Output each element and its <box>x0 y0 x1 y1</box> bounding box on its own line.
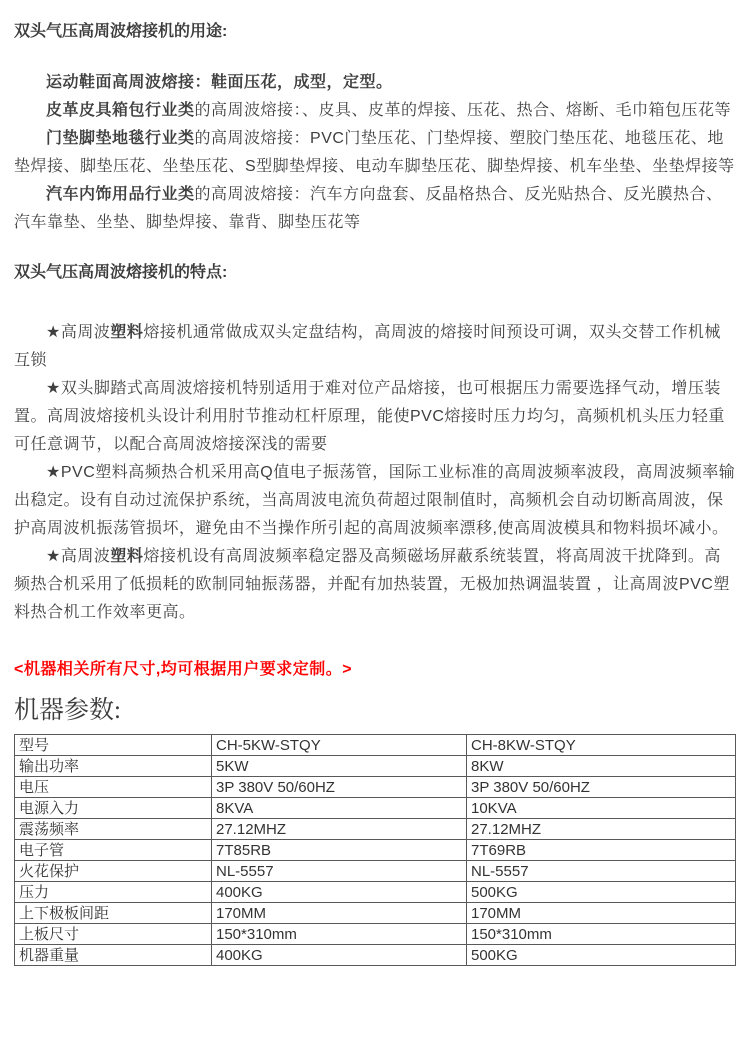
spec-label: 电源入力 <box>15 798 212 819</box>
spec-label: 上板尺寸 <box>15 924 212 945</box>
table-row <box>15 798 736 819</box>
spec-label: 电子管 <box>15 840 212 861</box>
table-row <box>15 861 736 882</box>
spec-value: 400KG <box>212 945 467 966</box>
spec-value: CH-8KW-STQY <box>467 735 736 756</box>
feature-pre: 高周波 <box>60 324 111 341</box>
uses-paragraph-leather <box>14 97 736 125</box>
spec-value: 500KG <box>467 882 736 903</box>
spec-value: 3P 380V 50/60HZ <box>467 777 736 798</box>
spec-value: 170MM <box>467 903 736 924</box>
spec-value: 8KW <box>467 756 736 777</box>
feature-bold: 塑料 <box>110 324 144 341</box>
spec-value: 400KG <box>212 882 467 903</box>
uses-heading: 双头气压高周波熔接机的用途: <box>14 23 228 40</box>
star-bullet-icon: ★ <box>46 548 61 565</box>
spec-label: 火花保护 <box>15 861 212 882</box>
feature-item-structure <box>14 319 736 375</box>
spec-label: 型号 <box>15 735 212 756</box>
feature-pre: 高周波 <box>60 548 111 565</box>
spec-value: 150*310mm <box>467 924 736 945</box>
table-row <box>15 903 736 924</box>
spec-value: 8KVA <box>212 798 467 819</box>
spec-value: 5KW <box>212 756 467 777</box>
spec-label: 输出功率 <box>15 756 212 777</box>
table-row <box>15 735 736 756</box>
uses-paragraph-auto-interior <box>14 181 736 237</box>
spec-value: 7T69RB <box>467 840 736 861</box>
spec-value: 170MM <box>212 903 467 924</box>
uses-paragraph-rest: 的高周波熔接：、皮具、皮革的焊接、压花、热合、熔断、毛巾箱包压花等 <box>194 102 732 119</box>
table-row <box>15 756 736 777</box>
table-row <box>15 924 736 945</box>
spec-value: 500KG <box>467 945 736 966</box>
table-row <box>15 777 736 798</box>
star-bullet-icon: ★ <box>46 464 61 481</box>
spec-value: NL-5557 <box>212 861 467 882</box>
star-bullet-icon: ★ <box>46 380 61 397</box>
feature-rest: 双头脚踏式高周波熔接机特别适用于难对位产品熔接，也可根据压力需要选择气动，增压装置。高周波熔接机头设计利用肘节推动杠杆原理，能使PVC熔接时压力均匀，高频机机头压力轻重可任意调节，以配合高周波熔接深浅的需要 <box>14 380 725 453</box>
uses-paragraph-mats <box>14 125 736 181</box>
feature-rest: 熔接机通常做成双头定盘结构，高周波的熔接时间预设可调，双头交替工作机械互锁 <box>14 324 721 369</box>
features-section <box>14 319 736 627</box>
table-row <box>15 882 736 903</box>
spec-value: 27.12MHZ <box>212 819 467 840</box>
spec-value: 27.12MHZ <box>467 819 736 840</box>
uses-paragraph-rest: 的高周波熔接：汽车方向盘套、反晶格热合、反光贴热合、反光膜热合、汽车靠垫、坐垫、脚垫焊接、靠背、脚垫压花等 <box>14 186 723 231</box>
spec-label: 压力 <box>15 882 212 903</box>
uses-paragraph-rest: 的高周波熔接：PVC门垫压花、门垫焊接、塑胶门垫压花、地毯压花、地垫焊接、脚垫压花、坐垫压花、S型脚垫焊接、电动车脚垫压花、脚垫焊接、机车坐垫、坐垫焊接等 <box>14 130 735 175</box>
spec-value: 3P 380V 50/60HZ <box>212 777 467 798</box>
machine-params-heading: 机器参数: <box>14 697 121 724</box>
feature-item-pedal <box>14 375 736 459</box>
star-bullet-icon: ★ <box>46 324 61 341</box>
spec-label: 震荡频率 <box>15 819 212 840</box>
feature-rest: 熔接机设有高周波频率稳定器及高频磁场屏蔽系统装置，将高周波干扰降到。高频热合机采用了低损耗的欧制同轴振荡器，并配有加热装置，无极加热调温装置 ，让高周波PVC塑料热合机工作效率更高。 <box>14 548 730 621</box>
feature-item-stabilizer <box>14 543 736 627</box>
table-row <box>15 819 736 840</box>
uses-section <box>14 69 736 237</box>
uses-paragraph-lead: 运动鞋面高周波熔接：鞋面压花，成型，定型。 <box>46 74 393 91</box>
uses-paragraph-lead: 皮革皮具箱包行业类 <box>46 102 195 119</box>
features-heading: 双头气压高周波熔接机的特点: <box>14 264 228 281</box>
table-row <box>15 840 736 861</box>
table-row <box>15 945 736 966</box>
custom-size-notice: <机器相关所有尺寸,均可根据用户要求定制。> <box>14 661 353 678</box>
uses-paragraph-sport-shoes <box>14 69 736 97</box>
spec-label: 上下极板间距 <box>15 903 212 924</box>
spec-value: CH-5KW-STQY <box>212 735 467 756</box>
feature-bold: 塑料 <box>110 548 144 565</box>
spec-value: 150*310mm <box>212 924 467 945</box>
spec-value: 10KVA <box>467 798 736 819</box>
spec-value: NL-5557 <box>467 861 736 882</box>
feature-rest: PVC塑料高频热合机采用高Q值电子振荡管，国际工业标准的高周波频率波段，高周波频率输出稳定。设有自动过流保护系统，当高周波电流负荷超过限制值时，高频机会自动切断高周波，保护高周波机振荡管损坏，避免由不当操作所引起的高周波频率漂移,使高周波模具和物料损坏减小。 <box>14 464 736 537</box>
feature-item-oscillator <box>14 459 736 543</box>
uses-paragraph-lead: 汽车内饰用品行业类 <box>46 186 195 203</box>
spec-label: 机器重量 <box>15 945 212 966</box>
machine-spec-table <box>14 734 736 966</box>
uses-paragraph-lead: 门垫脚垫地毯行业类 <box>46 130 195 147</box>
spec-value: 7T85RB <box>212 840 467 861</box>
spec-label: 电压 <box>15 777 212 798</box>
